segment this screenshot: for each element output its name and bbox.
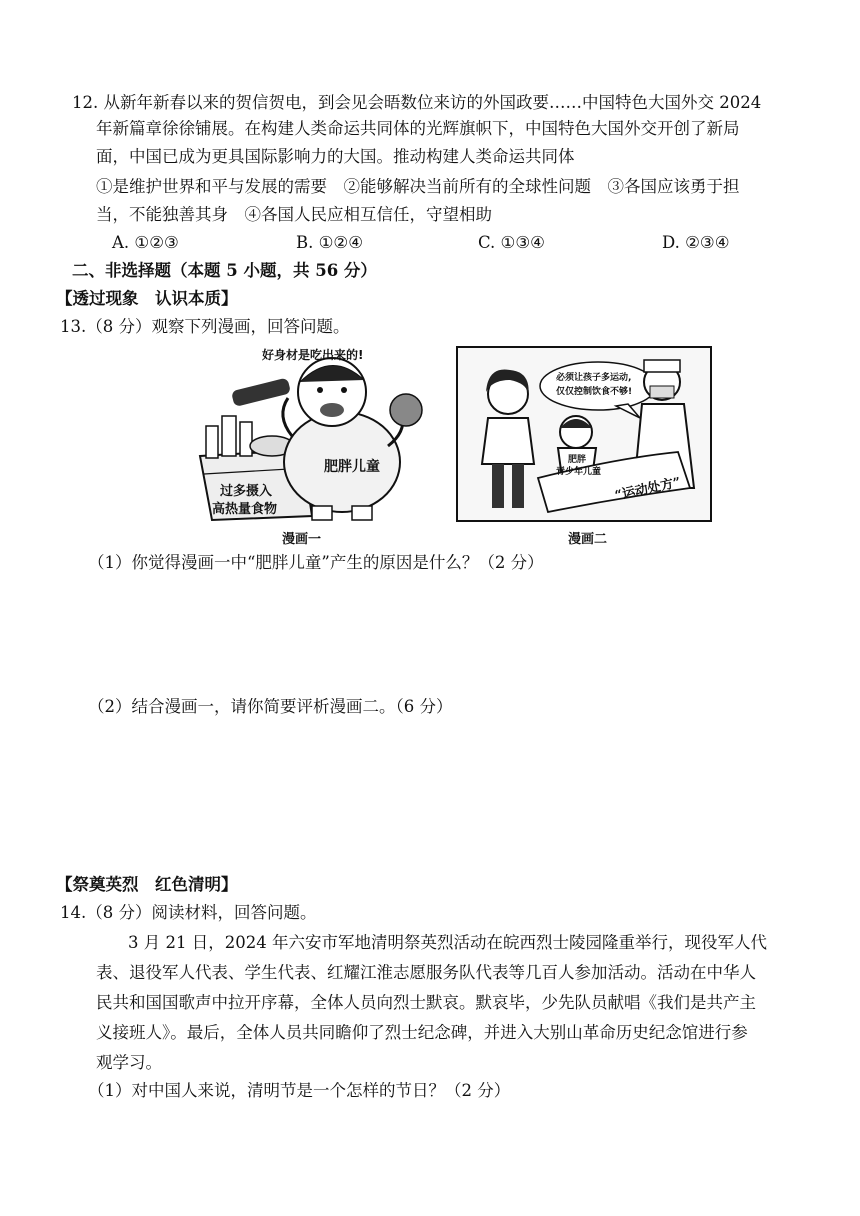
q12-option-a: A. ①②③ [112, 233, 179, 252]
cartoon-2-child-label-1: 肥胖 [568, 455, 587, 465]
q12-line-4: ①是维护世界和平与发展的需要 ②能够解决当前所有的全球性问题 ③各国应该勇于担 [96, 177, 740, 196]
cartoon-2 [456, 346, 712, 522]
block2-heading: 【祭奠英烈 红色清明】 [56, 875, 238, 894]
q12-line-3: 面，中国已成为更具国际影响力的大国。推动构建人类命运共同体 [96, 147, 575, 166]
q12-line-2: 年新篇章徐徐铺展。在构建人类命运共同体的光辉旗帜下，中国特色大国外交开创了新局 [96, 119, 740, 138]
q12-option-c: C. ①③④ [478, 233, 545, 252]
q12-option-d: D. ②③④ [662, 233, 730, 252]
q12-option-b: B. ①②④ [296, 233, 363, 252]
cartoon-1-balloon: 好身材是吃出来的! [262, 348, 364, 362]
q14-material-1: 3 月 21 日，2024 年六安市军地清明祭英烈活动在皖西烈士陵园隆重举行，现役军人代 [128, 933, 767, 952]
q12-line-5: 当，不能独善其身 ④各国人民应相互信任，守望相助 [96, 205, 492, 224]
q14-material-3: 民共和国国歌声中拉开序幕，全体人员向烈士默哀。默哀毕，少先队员献唱《我们是共产主 [96, 993, 756, 1012]
cartoon-1-basket-label-1: 过多摄入 [220, 484, 273, 499]
q14-material-4: 义接班人》。最后，全体人员共同瞻仰了烈士纪念碑，并进入大别山革命历史纪念馆进行参 [96, 1023, 748, 1042]
q14-sub-1: （1）对中国人来说，清明节是一个怎样的节日？（2 分） [88, 1081, 511, 1100]
q14-material-2: 表、退役军人代表、学生代表、红耀江淮志愿服务队代表等几百人参加活动。活动在中华人 [96, 963, 756, 982]
block1-heading: 【透过现象 认识本质】 [56, 289, 238, 308]
q13-stem: 13.（8 分）观察下列漫画，回答问题。 [60, 317, 350, 336]
q13-sub-1: （1）你觉得漫画一中“肥胖儿童”产生的原因是什么？（2 分） [88, 553, 544, 572]
q14-stem: 14.（8 分）阅读材料，回答问题。 [60, 903, 317, 922]
cartoon-2-speech-1: 必须让孩子多运动, [556, 373, 632, 383]
cartoon-2-caption: 漫画二 [568, 532, 608, 547]
q13-sub-2: （2）结合漫画一，请你简要评析漫画二。（6 分） [88, 697, 453, 716]
cartoon-2-child-label-2: 青少年儿童 [556, 467, 602, 477]
cartoon-1-shirt-label: 肥胖儿童 [324, 459, 380, 475]
q12-line-1: 12. 从新年新春以来的贺信贺电，到会见会晤数位来访的外国政要……中国特色大国外交 2024 [72, 93, 762, 112]
cartoon-2-banner: “运动处方” [613, 475, 683, 504]
q14-material-5: 观学习。 [96, 1053, 162, 1072]
cartoon-2-speech-2: 仅仅控制饮食不够! [556, 387, 633, 397]
section-title: 二、非选择题（本题 5 小题，共 56 分） [72, 261, 377, 280]
cartoon-1 [192, 346, 440, 524]
cartoon-1-caption: 漫画一 [282, 532, 322, 547]
cartoon-1-basket-label-2: 高热量食物 [212, 502, 278, 517]
